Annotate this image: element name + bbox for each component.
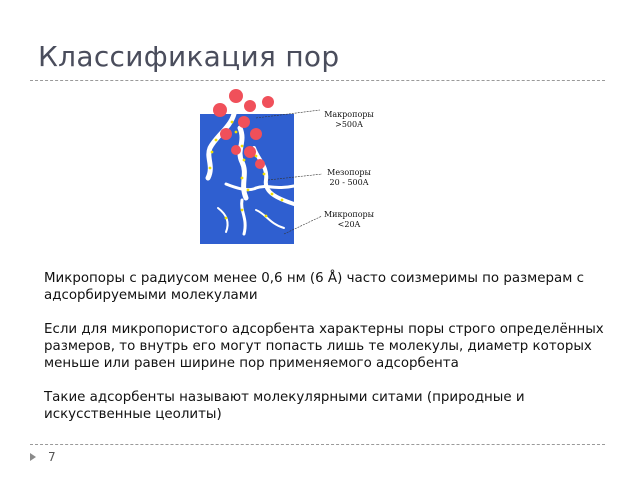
paragraph-selectivity: Если для микропористого адсорбента характерны поры строго определённых размеров, то внутрь его могут попасть лишь те молекулы, диаметр которых меньше или равен ширине пор применяемого адсорбента xyxy=(44,322,604,371)
micropore-label xyxy=(314,210,384,230)
paragraph-micropores: Микропоры с радиусом менее 0,6 нм (6 Å) часто соизмеримы по размерам с адсорбируемыми молекулами xyxy=(44,271,584,303)
macropore-size: >500A xyxy=(335,120,363,129)
slide-title: Классификация пор xyxy=(38,40,340,73)
mesopore-name: Мезопоры xyxy=(327,168,371,177)
footer-bullet-icon xyxy=(30,453,36,461)
slide-body xyxy=(44,270,614,440)
title-divider xyxy=(30,80,605,81)
adsorbent-solid xyxy=(200,114,294,244)
mesopore-label xyxy=(314,168,384,188)
macropore-name: Макропоры xyxy=(324,110,374,119)
micropore-name: Микропоры xyxy=(323,210,375,219)
page-number: 7 xyxy=(48,450,56,464)
mesopore-size: 20 - 500A xyxy=(329,178,369,187)
paragraph-molecular-sieves: Такие адсорбенты называют молекулярными ситами (природные и искусственные цеолиты) xyxy=(44,390,525,422)
micropore-size: <20A xyxy=(337,220,361,229)
footer-divider xyxy=(30,444,605,445)
pore-diagram xyxy=(196,88,386,248)
macropore-label xyxy=(314,110,384,130)
